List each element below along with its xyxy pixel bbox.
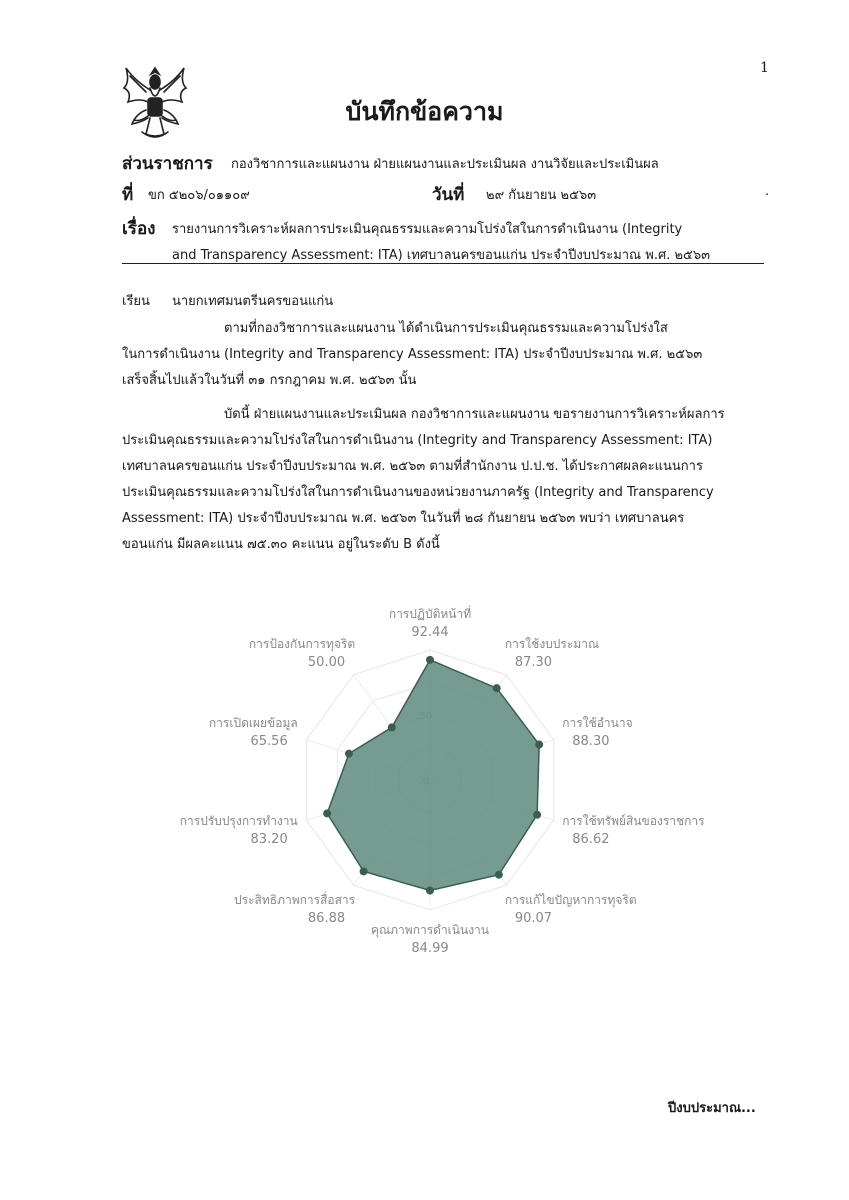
radar-point xyxy=(533,811,541,819)
paragraph-2-line-3: เทศบาลนครขอนแก่น ประจำปีงบประมาณ พ.ศ. ๒๕๖๓ ตามที่สำนักงาน ป.ป.ช. ได้ประกาศผลคะแนนการ xyxy=(122,459,703,474)
radar-point xyxy=(323,809,331,817)
value-label: 88.30 xyxy=(572,734,610,750)
category-label: การใช้อำนาจ xyxy=(562,716,633,731)
category-label: การเปิดเผยข้อมูล xyxy=(208,716,298,731)
footer-continuation: ปีงบประมาณ... xyxy=(668,1101,756,1116)
paragraph-1-line-2: ในการดำเนินงาน (Integrity and Transparency Assessment: ITA) ประจำปีงบประมาณ พ.ศ. ๒๕๖๓ xyxy=(122,347,703,362)
category-label: การป้องกันการทุจริต xyxy=(248,637,356,652)
radar-point xyxy=(535,741,543,749)
date-value: ๒๙ กันยายน ๒๕๖๓ xyxy=(486,188,597,203)
salutation-label: เรียน xyxy=(122,294,150,309)
subject-underline xyxy=(122,263,764,264)
reference-label: ที่ xyxy=(122,185,134,205)
value-label: 92.44 xyxy=(411,625,449,640)
agency-label: ส่วนราชการ xyxy=(122,154,213,174)
value-label: 65.56 xyxy=(250,734,288,750)
memo-title: บันทึกข้อความ xyxy=(345,97,504,126)
ita-radar-chart xyxy=(179,600,705,960)
category-label: การปฏิบัติหน้าที่ xyxy=(388,607,472,621)
subject-line-1: รายงานการวิเคราะห์ผลการประเมินคุณธรรมและความโปร่งใสในการดำเนินงาน (Integrity xyxy=(172,222,683,237)
value-label: 50.00 xyxy=(307,655,346,671)
category-label: การใช้ทรัพย์สินของราชการ xyxy=(562,813,705,828)
value-label: 84.99 xyxy=(411,941,449,956)
paragraph-2-line-6: ขอนแก่น มีผลคะแนน ๗๕.๓๐ คะแนน อยู่ในระดับ B ดังนี้ xyxy=(122,537,440,552)
radar-point xyxy=(495,871,503,879)
radar-point xyxy=(360,867,368,875)
category-label: การแก้ไขปัญหาการทุจริต xyxy=(504,892,637,907)
page-number: 1 xyxy=(760,60,769,76)
salutation-value: นายกเทศมนตรีนครขอนแก่น xyxy=(172,294,334,309)
date-end-mark: . xyxy=(765,184,770,199)
reference-value: ขก ๕๒๐๖/๐๑๑๐๙ xyxy=(148,188,250,203)
category-label: การปรับปรุงการทำงาน xyxy=(179,813,298,828)
radar-point xyxy=(426,656,434,664)
value-label: 86.88 xyxy=(307,910,346,926)
value-label: 86.62 xyxy=(572,831,610,847)
category-label: ประสิทธิภาพการสื่อสาร xyxy=(234,892,356,907)
subject-label: เรื่อง xyxy=(122,219,156,239)
paragraph-2-line-2: ประเมินคุณธรรมและความโปร่งใสในการดำเนินงาน (Integrity and Transparency Assessment: ITA) xyxy=(122,433,713,448)
value-label: 83.20 xyxy=(250,831,288,847)
category-label: การใช้งบประมาณ xyxy=(504,637,600,652)
radar-point xyxy=(388,723,396,731)
radar-point xyxy=(426,886,434,894)
agency-value: กองวิชาการและแผนงาน ฝ่ายแผนงานและประเมินผล งานวิจัยและประเมินผล xyxy=(231,157,659,172)
paragraph-1-line-1: ตามที่กองวิชาการและแผนงาน ได้ดำเนินการประเมินคุณธรรมและความโปร่งใส xyxy=(224,321,668,336)
paragraph-2-line-4: ประเมินคุณธรรมและความโปร่งใสในการดำเนินงานของหน่วยงานภาครัฐ (Integrity and Transparency xyxy=(122,485,714,500)
value-label: 90.07 xyxy=(514,910,553,926)
radar-point xyxy=(493,684,501,692)
category-label: คุณภาพการดำเนินงาน xyxy=(370,923,490,937)
paragraph-2-line-1: บัดนี้ ฝ่ายแผนงานและประเมินผล กองวิชาการและแผนงาน ขอรายงานการวิเคราะห์ผลการ xyxy=(224,407,725,422)
radar-point xyxy=(345,750,353,758)
radar-score-area xyxy=(327,660,539,891)
value-label: 87.30 xyxy=(514,655,553,671)
paragraph-1-line-3: เสร็จสิ้นไปแล้วในวันที่ ๓๑ กรกฎาคม พ.ศ. ๒๕๖๓ นั้น xyxy=(122,373,417,388)
paragraph-2-line-5: Assessment: ITA) ประจำปีงบประมาณ พ.ศ. ๒๕๖๓ ในวันที่ ๒๘ กันยายน ๒๕๖๓ พบว่า เทศบาลนคร xyxy=(122,511,685,526)
subject-line-2: and Transparency Assessment: ITA) เทศบาลนครขอนแก่น ประจำปีงบประมาณ พ.ศ. ๒๕๖๓ xyxy=(172,248,711,263)
date-label: วันที่ xyxy=(432,185,465,205)
